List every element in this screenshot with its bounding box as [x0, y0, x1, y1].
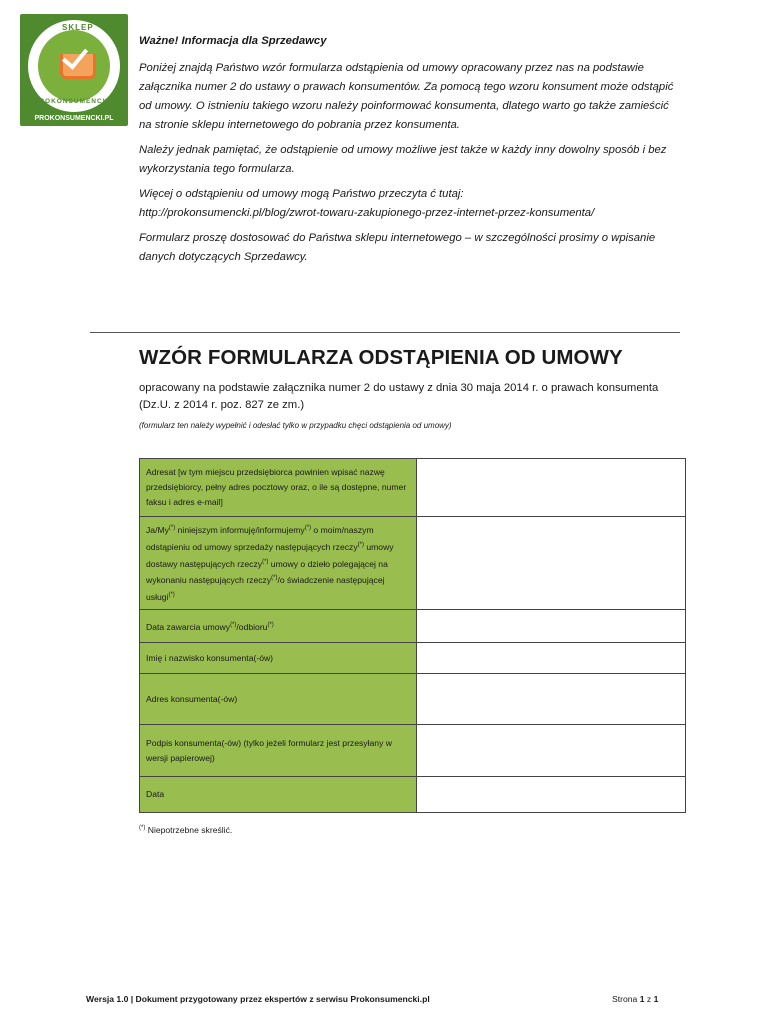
footnote-mark: (*)	[230, 621, 237, 628]
declaration-part-d: umowy dostawy następujących rzeczy	[146, 541, 394, 569]
info-link[interactable]: http://prokonsumencki.pl/blog/zwrot-towaru-zakupionego-przez-internet-przez-konsumenta/	[139, 207, 595, 219]
form-row-signature	[140, 725, 686, 777]
declaration-part-b: niniejszym informuję/informujemy	[175, 524, 305, 535]
consumer-name-field[interactable]	[417, 643, 686, 674]
info-paragraph-4: Formularz proszę dostosować do Państwa sklepu internetowego – w szczególności prosimy o wpisanie danych dotyczących Sprzedawcy.	[139, 232, 656, 263]
footer-version: Wersja 1.0 | Dokument przygotowany przez ekspertów z serwisu Prokonsumencki.pl	[86, 994, 430, 1004]
footnote	[139, 825, 232, 835]
footer-page-number	[612, 994, 658, 1004]
form-row-declaration	[140, 517, 686, 610]
footnote-mark: (*)	[304, 524, 312, 531]
footnote-mark: (*)	[168, 524, 176, 531]
current-page: 1	[639, 994, 645, 1004]
footnote-mark: (*)	[357, 541, 364, 548]
form-row-addressee	[140, 459, 686, 517]
logo-band-text: PROKONSUMENCKI.PL	[34, 115, 114, 122]
form-subtitle: opracowany na podstawie załącznika numer 2 do ustawy z dnia 30 maja 2014 r. o prawach konsumenta (Dz.U. z 2014 r. poz. 827 ze zm.)	[139, 382, 659, 411]
form-row-consumer-name	[140, 643, 686, 674]
declaration-part-c: o moim/naszym odstąpieniu od umowy sprzedaży następujących rzeczy	[146, 524, 374, 552]
contract-date-part-b: /odbioru	[236, 621, 268, 632]
footnote-mark: (*)	[139, 825, 146, 832]
form-title: WZÓR FORMULARZA ODSTĄPIENIA OD UMOWY	[139, 346, 623, 369]
declaration-part-e: umowy o dzieło polegającej na wykonaniu następujących rzeczy	[146, 558, 388, 586]
declaration-part-f: /o świadczenie następującej usługi	[146, 575, 385, 603]
footnote-mark: (*)	[271, 575, 278, 582]
addressee-label: Adresat [w tym miejscu przedsiębiorca powinien wpisać nazwę przedsiębiorcy, pełny adres pocztowy oraz, o ile są dostępne, numer faksu i adres e-mail]	[140, 459, 417, 517]
contract-date-label	[140, 610, 417, 643]
info-title: Ważne! Informacja dla Sprzedawcy	[139, 35, 327, 47]
info-more-text: Więcej o odstąpieniu od umowy mogą Państwo przeczyta ć tutaj:	[139, 188, 464, 200]
signature-field[interactable]	[417, 725, 686, 777]
date-field[interactable]	[417, 777, 686, 813]
section-divider	[90, 332, 680, 333]
page-prefix: Strona	[612, 994, 640, 1004]
contract-date-part-a: Data zawarcia umowy	[146, 621, 231, 632]
declaration-part-a: Ja/My	[146, 524, 169, 535]
info-paragraph-1: Poniżej znajdą Państwo wzór formularza odstąpienia od umowy opracowany przez nas na podstawie załącznika numer 2 do ustawy o prawach konsumentów. Za pomocą tego wzoru konsument może odstąpić od umowy. O istnieniu takiego wzoru należy poinformować konsumenta, dlatego warto go także zamieścić na stronie sklepu internetowego do pobrania przez konsumenta.	[139, 62, 674, 131]
addressee-field[interactable]	[417, 459, 686, 517]
footnote-mark: (*)	[168, 592, 175, 599]
footnote-mark: (*)	[262, 558, 269, 565]
seller-info	[139, 32, 679, 273]
footnote-mark: (*)	[267, 621, 274, 628]
form-note: (formularz ten należy wypełnić i odesłać tylko w przypadku chęci odstąpienia od umowy)	[139, 421, 452, 430]
info-paragraph-3	[139, 185, 679, 223]
consumer-address-label: Adres konsumenta(-ów)	[140, 674, 417, 725]
info-paragraph-2: Należy jednak pamiętać, że odstąpienie od umowy możliwe jest także w każdy inny dowolny sposób i bez wykorzystania tego formularza.	[139, 144, 667, 175]
withdrawal-form-table	[139, 458, 686, 813]
declaration-field[interactable]	[417, 517, 686, 610]
logo-top-text: SKLEP	[62, 23, 94, 32]
consumer-address-field[interactable]	[417, 674, 686, 725]
form-row-date	[140, 777, 686, 813]
form-row-contract-date	[140, 610, 686, 643]
form-row-consumer-address	[140, 674, 686, 725]
shop-logo	[20, 14, 128, 126]
logo-arc-text: PROKONSUMENCKI	[34, 98, 112, 105]
contract-date-field[interactable]	[417, 610, 686, 643]
signature-label: Podpis konsumenta(-ów) (tylko jeżeli formularz jest przesyłany w wersji papierowej)	[140, 725, 417, 777]
total-pages: 1	[653, 994, 659, 1004]
date-label: Data	[140, 777, 417, 813]
footnote-text: Niepotrzebne skreślić.	[145, 825, 233, 835]
consumer-name-label: Imię i nazwisko konsumenta(-ów)	[140, 643, 417, 674]
declaration-label	[140, 517, 417, 610]
page-separator: z	[644, 994, 654, 1004]
